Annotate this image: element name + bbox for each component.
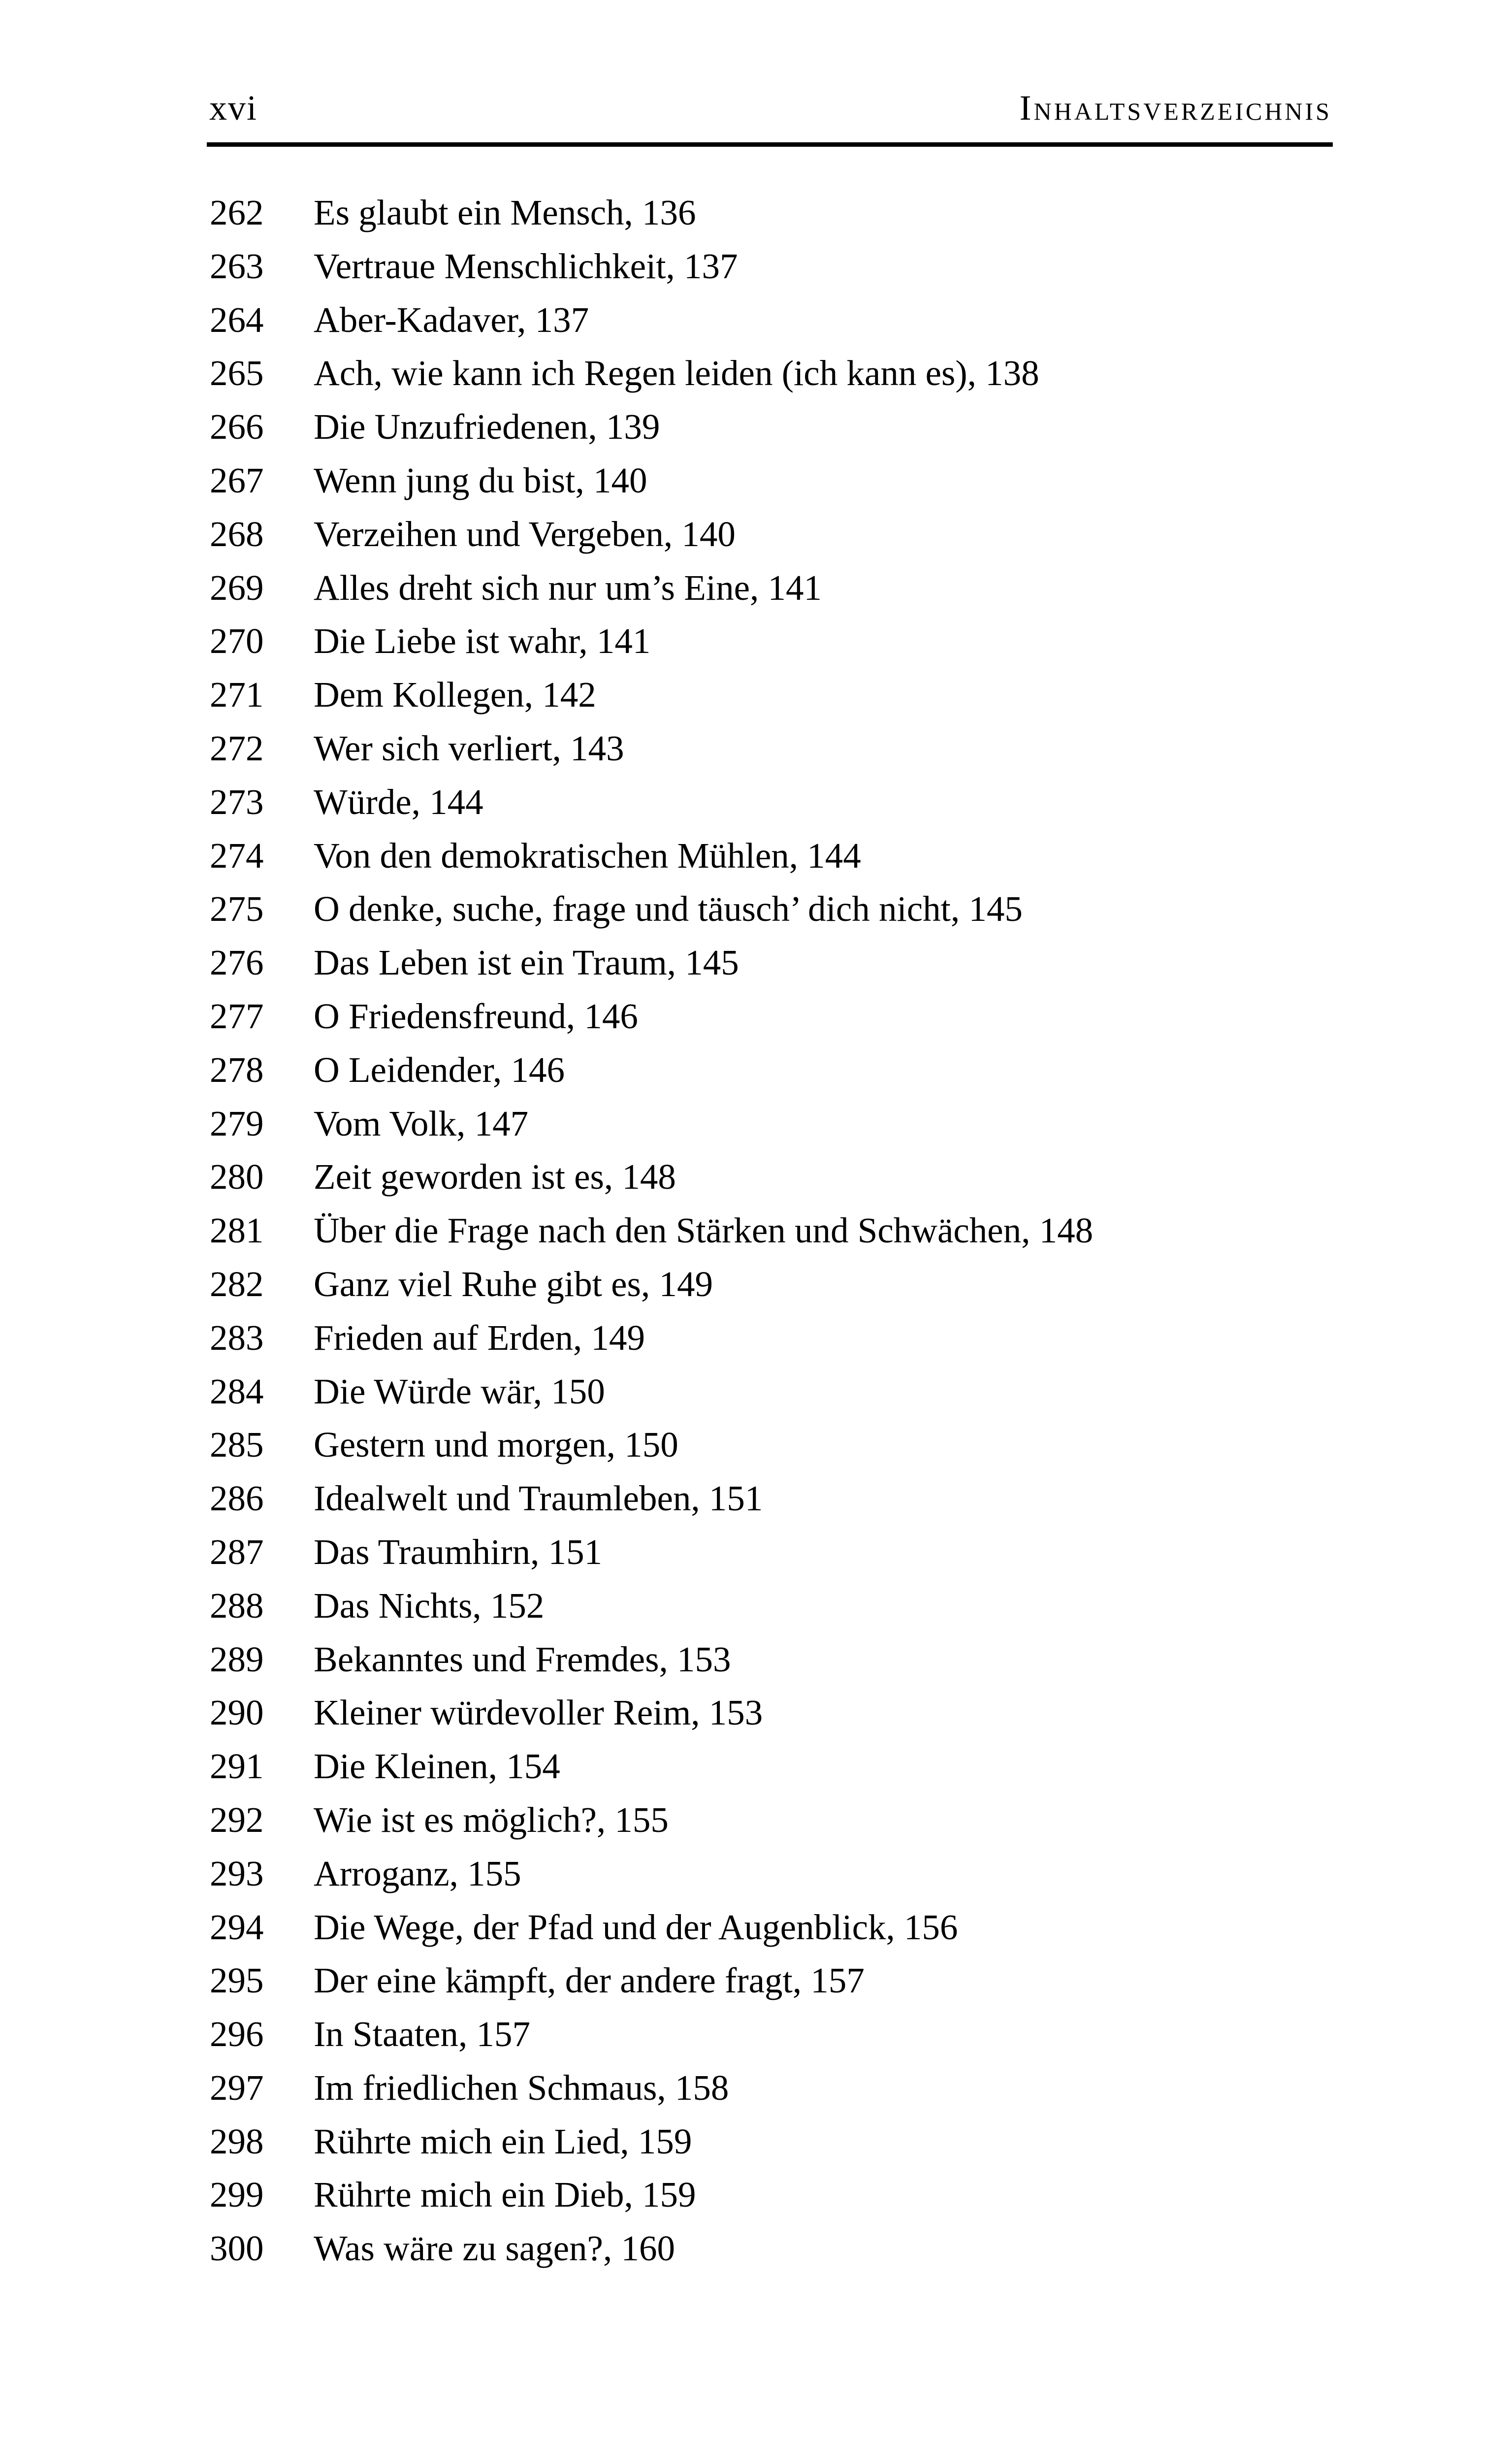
entry-title-line: [314, 240, 1482, 293]
entry-title-line: [314, 668, 1482, 722]
entry-title-line: [314, 400, 1482, 454]
entry-title-line: [314, 615, 1482, 668]
entry-number: 277: [210, 996, 264, 1036]
entry-title-line: [314, 508, 1482, 561]
entry-title: O denke, suche, frage und täusch’ dich nicht: [314, 889, 951, 929]
entry-title-line: [314, 293, 1482, 347]
entry-title-line: [314, 722, 1482, 776]
entry-title: Ach, wie kann ich Regen leiden (ich kann es): [314, 353, 967, 393]
entry-page-number: , 151: [691, 1478, 763, 1519]
toc-entry: [210, 1901, 1482, 1954]
toc-entry: [210, 454, 1482, 508]
entry-title-line: [314, 1740, 1482, 1793]
entry-title-line: [314, 1901, 1482, 1954]
entry-title: Das Nichts: [314, 1585, 473, 1626]
entry-number: 288: [210, 1585, 264, 1626]
toc-entry: [210, 1740, 1482, 1793]
entry-title-line: [314, 990, 1482, 1043]
entry-page-number: , 155: [449, 1853, 521, 1893]
entry-title-line: [314, 561, 1482, 615]
entry-page-number: , 140: [575, 460, 647, 500]
entry-page-number: , 151: [530, 1531, 603, 1572]
entry-title-line: [314, 1150, 1482, 1204]
entry-number: 299: [210, 2175, 264, 2215]
entry-number: 282: [210, 1264, 264, 1304]
entry-number: 269: [210, 567, 264, 608]
toc-entry: [210, 1954, 1482, 2008]
entry-number: 295: [210, 1960, 264, 2001]
toc-entry: [210, 2222, 1482, 2276]
entry-number: 284: [210, 1371, 264, 1411]
toc-entry: [210, 722, 1482, 776]
entry-title-line: [314, 1954, 1482, 2008]
entry-number: 297: [210, 2067, 264, 2108]
toc-entry: [210, 1793, 1482, 1847]
entry-page-number: , 159: [620, 2121, 692, 2161]
toc-list: [210, 186, 1482, 2276]
entry-title: Alles dreht sich nur um’s Eine: [314, 567, 750, 608]
entry-title: Das Traumhirn: [314, 1531, 531, 1572]
entry-number: 281: [210, 1210, 264, 1251]
toc-entry: [210, 2115, 1482, 2169]
toc-entry: [210, 1472, 1482, 1526]
entry-page-number: , 143: [552, 728, 624, 768]
entry-title: In Staaten: [314, 2014, 458, 2054]
entry-number: 276: [210, 943, 264, 983]
entry-number: 264: [210, 299, 264, 340]
entry-title-line: [314, 1579, 1482, 1633]
entry-title: Die Wege, der Pfad und der Augenblick: [314, 1907, 886, 1947]
entry-page-number: , 145: [950, 889, 1023, 929]
toc-entry: [210, 1579, 1482, 1633]
header-rule: [207, 142, 1333, 147]
toc-entry: [210, 293, 1482, 347]
entry-number: 273: [210, 782, 264, 822]
entry-page-number: , 157: [792, 1960, 865, 2001]
entry-title-line: [314, 1365, 1482, 1419]
entry-title-line: [314, 186, 1482, 240]
toc-entry: [210, 186, 1482, 240]
entry-title-line: [314, 1418, 1482, 1472]
toc-entry: [210, 561, 1482, 615]
toc-entry: [210, 936, 1482, 990]
toc-entry: [210, 1633, 1482, 1687]
entry-title: Aber-Kadaver: [314, 299, 517, 340]
toc-entry: [210, 1365, 1482, 1419]
entry-page-number: , 139: [588, 407, 660, 447]
toc-entry: [210, 1204, 1482, 1258]
toc-entry: [210, 1258, 1482, 1311]
entry-title: Über die Frage nach den Stärken und Schwächen: [314, 1210, 1022, 1251]
entry-title-line: [314, 2008, 1482, 2061]
entry-title: Verzeihen und Vergeben: [314, 514, 664, 554]
toc-entry: [210, 1043, 1482, 1097]
entry-number: 268: [210, 514, 264, 554]
toc-entry: [210, 508, 1482, 561]
entry-number: 292: [210, 1799, 264, 1840]
entry-number: 275: [210, 889, 264, 929]
entry-page-number: , 136: [624, 193, 696, 232]
entry-title-line: [314, 1311, 1482, 1365]
entry-number: 286: [210, 1478, 264, 1519]
entry-title: Die Unzufriedenen: [314, 407, 588, 447]
entry-title-line: [314, 1097, 1482, 1151]
entry-number: 280: [210, 1157, 264, 1197]
toc-entry: [210, 1847, 1482, 1901]
toc-entry: [210, 668, 1482, 722]
toc-entry: [210, 882, 1482, 936]
toc-entry: [210, 400, 1482, 454]
entry-title: O Leidender: [314, 1049, 493, 1090]
toc-entry: [210, 1418, 1482, 1472]
entry-number: 289: [210, 1639, 264, 1679]
entry-title: Es glaubt ein Mensch: [314, 193, 624, 232]
entry-title: O Friedensfreund: [314, 996, 566, 1036]
entry-title: Würde: [314, 782, 412, 822]
entry-title: Vertraue Menschlichkeit: [314, 246, 666, 286]
toc-entry: [210, 990, 1482, 1043]
toc-entry: [210, 2061, 1482, 2115]
entry-title-line: [314, 347, 1482, 400]
entry-page-number: , 145: [667, 943, 739, 983]
entry-page-number: , 150: [606, 1425, 678, 1465]
entry-title: Die Liebe ist wahr: [314, 621, 579, 661]
entry-title: Wenn jung du bist: [314, 460, 576, 500]
entry-title: Was wäre zu sagen?: [314, 2228, 603, 2269]
toc-entry: [210, 615, 1482, 668]
entry-title: Arroganz: [314, 1853, 450, 1893]
entry-page-number: , 138: [967, 353, 1039, 393]
entry-number: 266: [210, 407, 264, 447]
entry-number: 272: [210, 728, 264, 768]
entry-number: 298: [210, 2121, 264, 2161]
entry-title: Idealwelt und Traumleben: [314, 1478, 691, 1519]
entry-page-number: , 152: [472, 1585, 545, 1626]
toc-entry: [210, 2168, 1482, 2222]
entry-page-number: , 156: [886, 1907, 958, 1947]
page-header: [209, 90, 1332, 126]
entry-title: Gestern und morgen: [314, 1425, 607, 1465]
entry-page-number: , 144: [789, 835, 861, 876]
entry-page-number: , 148: [1021, 1210, 1094, 1251]
entry-title-line: [314, 2168, 1482, 2222]
entry-page-number: , 146: [492, 1049, 565, 1090]
entry-title: Bekanntes und Fremdes: [314, 1639, 659, 1679]
entry-number: 293: [210, 1853, 264, 1893]
entry-page-number: , 157: [458, 2014, 530, 2054]
toc-entry: [210, 347, 1482, 400]
entry-number: 290: [210, 1693, 264, 1733]
entry-title-line: [314, 936, 1482, 990]
toc-entry: [210, 1686, 1482, 1740]
toc-entry: [210, 240, 1482, 293]
toc-entry: [210, 1526, 1482, 1579]
entry-title-line: [314, 1686, 1482, 1740]
entry-number: 291: [210, 1746, 264, 1787]
entry-number: 271: [210, 675, 264, 715]
entry-title: Ganz viel Ruhe gibt es: [314, 1264, 641, 1304]
entry-page-number: , 158: [657, 2067, 729, 2108]
entry-title-line: [314, 454, 1482, 508]
entry-title: Im friedlichen Schmaus: [314, 2067, 657, 2108]
entry-page-number: , 154: [488, 1746, 560, 1787]
entry-title-line: [314, 1472, 1482, 1526]
entry-number: 287: [210, 1531, 264, 1572]
toc-entry: [210, 1097, 1482, 1151]
entry-number: 285: [210, 1425, 264, 1465]
entry-page-number: , 141: [579, 621, 651, 661]
entry-title-line: [314, 1633, 1482, 1687]
entry-page-number: , 137: [517, 299, 589, 340]
entry-title: Wer sich verliert: [314, 728, 552, 768]
entry-title-line: [314, 776, 1482, 829]
entry-title-line: [314, 1847, 1482, 1901]
entry-title-line: [314, 2115, 1482, 2169]
entry-page-number: , 149: [573, 1317, 645, 1358]
entry-number: 262: [210, 193, 264, 232]
entry-page-number: , 153: [691, 1693, 763, 1733]
entry-number: 300: [210, 2228, 264, 2269]
entry-number: 267: [210, 460, 264, 500]
entry-title: Von den demokratischen Mühlen: [314, 835, 789, 876]
entry-title-line: [314, 1204, 1482, 1258]
toc-entry: [210, 776, 1482, 829]
entry-title-line: [314, 1793, 1482, 1847]
entry-number: 265: [210, 353, 264, 393]
entry-title-line: [314, 1258, 1482, 1311]
folio-page-number: xvi: [209, 88, 258, 128]
entry-page-number: , 141: [749, 567, 822, 608]
entry-page-number: , 144: [411, 782, 483, 822]
entry-title: Wie ist es möglich?: [314, 1799, 597, 1840]
toc-entry: [210, 1311, 1482, 1365]
entry-page-number: , 153: [659, 1639, 731, 1679]
running-title: Inhaltsverzeichnis: [1019, 88, 1332, 128]
entry-number: 270: [210, 621, 264, 661]
entry-page-number: , 148: [604, 1157, 676, 1197]
entry-title: Kleiner würdevoller Reim: [314, 1693, 691, 1733]
entry-title-line: [314, 1526, 1482, 1579]
entry-number: 263: [210, 246, 264, 286]
entry-title: Vom Volk: [314, 1103, 457, 1143]
entry-page-number: , 137: [666, 246, 738, 286]
entry-title: Rührte mich ein Lied: [314, 2121, 620, 2161]
toc-entry: [210, 1150, 1482, 1204]
entry-page-number: , 150: [533, 1371, 605, 1411]
entry-page-number: , 140: [663, 514, 736, 554]
entry-page-number: , 155: [596, 1799, 669, 1840]
entry-number: 283: [210, 1317, 264, 1358]
entry-title: Frieden auf Erden: [314, 1317, 574, 1358]
entry-title-line: [314, 2222, 1482, 2276]
entry-title-line: [314, 2061, 1482, 2115]
entry-page-number: , 149: [641, 1264, 713, 1304]
entry-title-line: [314, 1043, 1482, 1097]
entry-number: 279: [210, 1103, 264, 1143]
entry-title: Rührte mich ein Dieb: [314, 2175, 624, 2215]
toc-entry: [210, 2008, 1482, 2061]
entry-page-number: , 159: [624, 2175, 696, 2215]
entry-page-number: , 142: [524, 675, 596, 715]
entry-title-line: [314, 829, 1482, 883]
entry-number: 278: [210, 1049, 264, 1090]
entry-page-number: , 160: [603, 2228, 675, 2269]
entry-title: Die Kleinen: [314, 1746, 488, 1787]
entry-title: Dem Kollegen: [314, 675, 524, 715]
entry-title: Das Leben ist ein Traum: [314, 943, 667, 983]
entry-title: Zeit geworden ist es: [314, 1157, 604, 1197]
entry-page-number: , 147: [456, 1103, 529, 1143]
toc-entry: [210, 829, 1482, 883]
entry-title-line: [314, 882, 1482, 936]
entry-page-number: , 146: [566, 996, 638, 1036]
entry-number: 296: [210, 2014, 264, 2054]
entry-number: 274: [210, 835, 264, 876]
entry-number: 294: [210, 1907, 264, 1947]
entry-title: Die Würde wär: [314, 1371, 533, 1411]
entry-title: Der eine kämpft, der andere fragt: [314, 1960, 793, 2001]
